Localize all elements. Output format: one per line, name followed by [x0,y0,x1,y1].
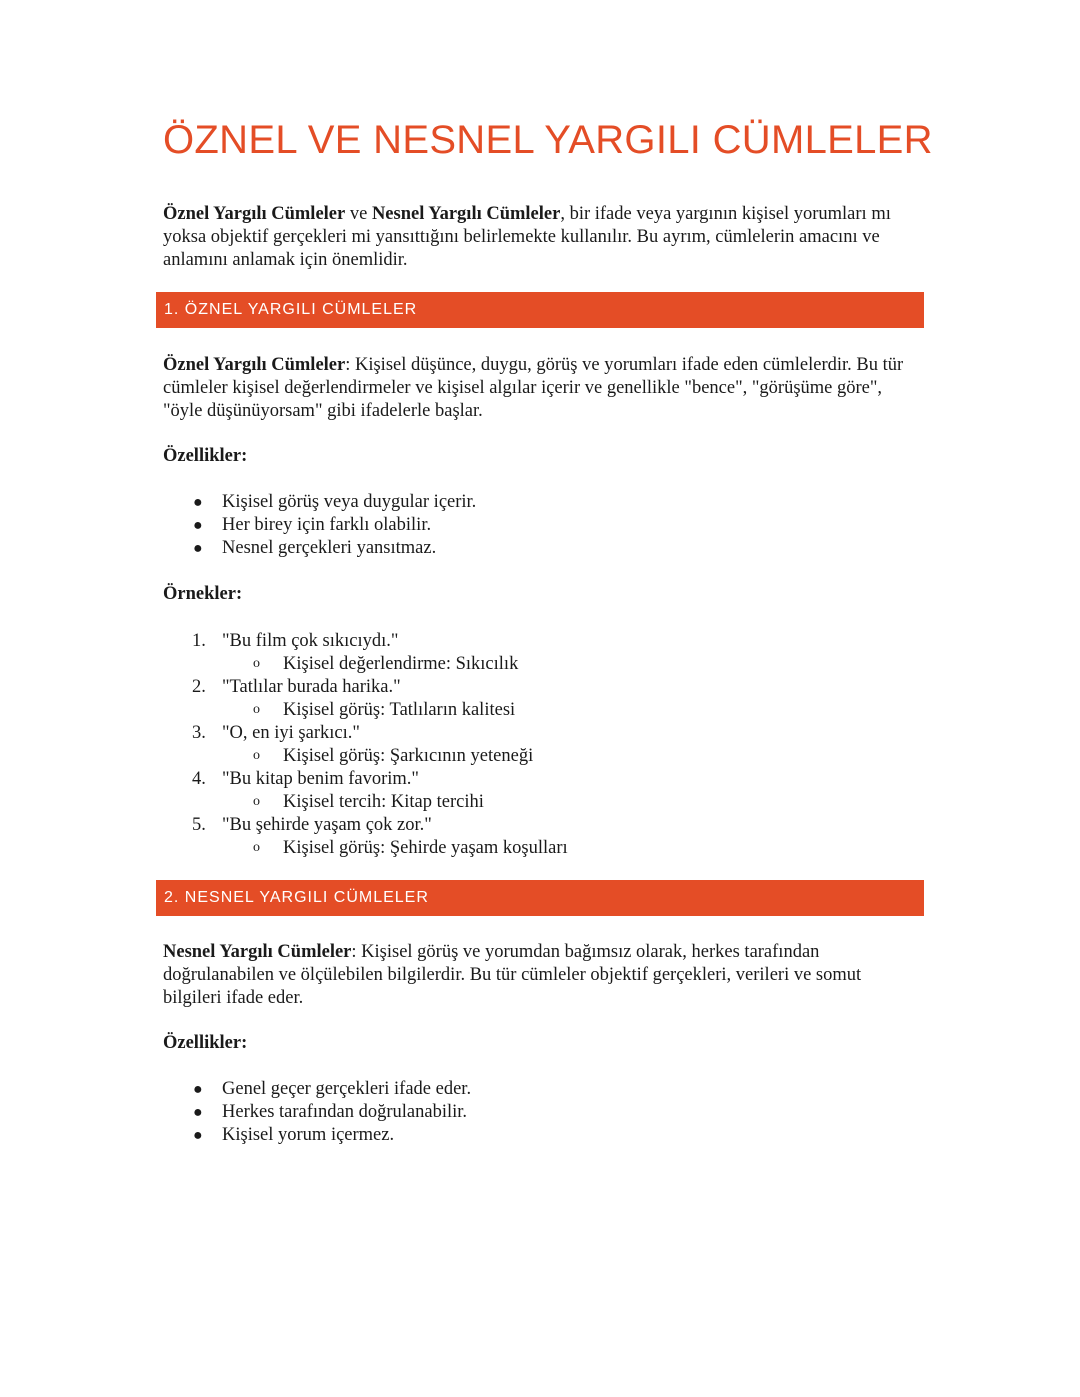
example-text: "O, en iyi şarkıcı." [222,723,360,743]
section1-heading-bar [156,292,924,328]
section1-definition [163,354,923,423]
circle-bullet-icon: o [253,702,260,717]
example-sub: Kişisel görüş: Şehirde yaşam koşulları [283,838,568,858]
section2-def-bold: Nesnel Yargılı Cümleler [163,942,352,962]
section1-def-text: : Kişisel düşünce, duygu, görüş ve yorumları ifade eden cümlelerdir. Bu tür cümleler kişisel değerlendirmeler ve kişisel algılar içerir ve genellikle "bence", "görüşüme göre", "öyle düşünüyorsam" gibi ifadelerle başlar. [163,355,904,421]
section2-feature-2: Herkes tarafından doğrulanabilir. [222,1102,468,1122]
bullet-icon: ● [193,1127,203,1144]
bullet-icon: ● [193,1081,203,1098]
section1-feature-3: Nesnel gerçekleri yansıtmaz. [222,538,437,558]
example-sub: Kişisel görüş: Tatlıların kalitesi [283,700,516,720]
example-text: "Bu kitap benim favorim." [222,769,419,789]
circle-bullet-icon: o [253,840,260,855]
section2-feature-1: Genel geçer gerçekleri ifade eder. [222,1079,472,1099]
example-sub: Kişisel tercih: Kitap tercihi [283,792,484,812]
example-text: "Bu şehirde yaşam çok zor." [222,815,432,835]
section1-def-bold: Öznel Yargılı Cümleler [163,355,346,375]
section2-features-label: Özellikler: [163,1033,248,1053]
circle-bullet-icon: o [253,656,260,671]
section2-heading-bar [156,880,924,916]
bullet-icon: ● [193,1104,203,1121]
example-sub: Kişisel görüş: Şarkıcının yeteneği [283,746,534,766]
section1-feature-1: Kişisel görüş veya duygular içerir. [222,492,477,512]
circle-bullet-icon: o [253,748,260,763]
example-number: 4. [192,769,206,789]
section2-feature-3: Kişisel yorum içermez. [222,1125,395,1145]
intro-text-1: ve [345,204,372,224]
section1-examples-label: Örnekler: [163,584,243,604]
circle-bullet-icon: o [253,794,260,809]
bullet-icon: ● [193,540,203,557]
section1-heading: 1. ÖZNEL YARGILI CÜMLELER [164,301,418,318]
example-number: 5. [192,815,206,835]
example-number: 1. [192,631,206,651]
section1-features-label: Özellikler: [163,446,248,466]
section2-definition [163,941,923,1010]
bullet-icon: ● [193,517,203,534]
example-text: "Tatlılar burada harika." [222,677,401,697]
intro-bold-1: Öznel Yargılı Cümleler [163,204,346,224]
page-title: ÖZNEL VE NESNEL YARGILI CÜMLELER [163,118,933,162]
section2-def-text: : Kişisel görüş ve yorumdan bağımsız olarak, herkes tarafından doğrulanabilen ve ölçülebilen bilgilerdir. Bu tür cümleler objektif gerçekleri, verileri ve somut bilgileri ifade eder. [163,942,862,1008]
intro-text-2: , bir ifade veya yargının kişisel yorumları mı yoksa objektif gerçekleri mi yansıttığını belirlemekte kullanılır. Bu ayrım, cümlelerin amacını ve anlamını anlamak için önemlidir. [163,204,891,270]
section2-heading: 2. NESNEL YARGILI CÜMLELER [164,889,429,906]
section1-feature-2: Her birey için farklı olabilir. [222,515,432,535]
example-text: "Bu film çok sıkıcıydı." [222,631,399,651]
example-sub: Kişisel değerlendirme: Sıkıcılık [283,654,519,674]
example-number: 2. [192,677,206,697]
example-number: 3. [192,723,206,743]
intro-paragraph [163,203,923,272]
bullet-icon: ● [193,494,203,511]
intro-bold-2: Nesnel Yargılı Cümleler [371,204,561,224]
